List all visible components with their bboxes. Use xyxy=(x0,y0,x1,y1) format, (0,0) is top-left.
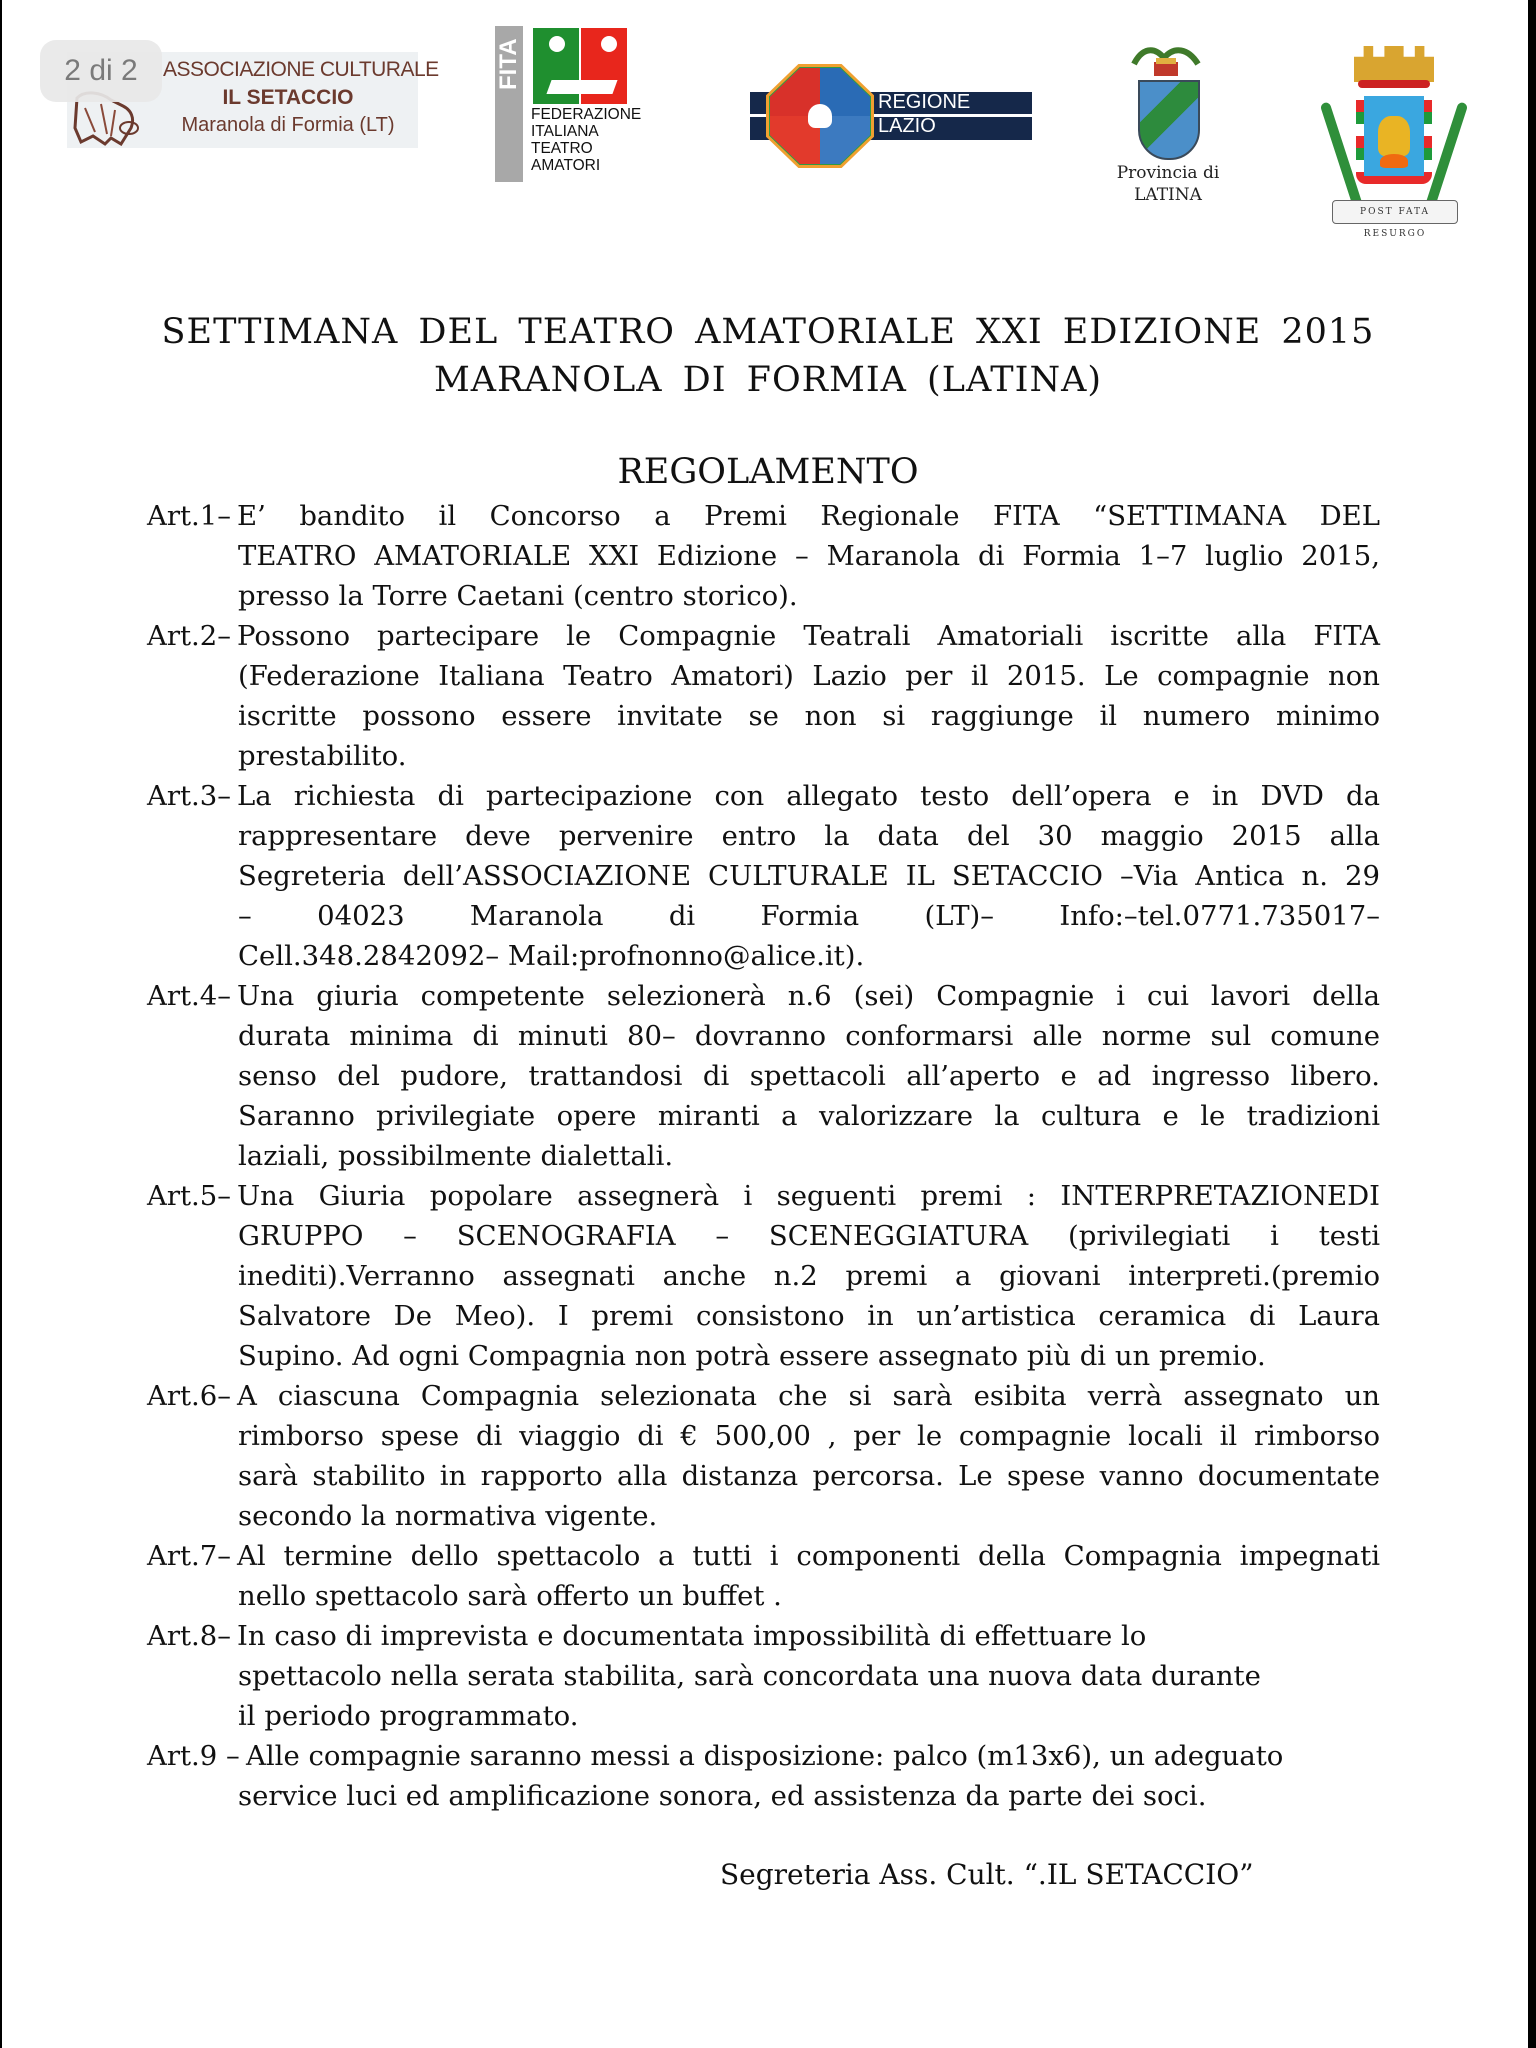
article-number: Art.3– xyxy=(147,780,232,812)
article-number: Art.2– xyxy=(147,620,232,652)
article-5 xyxy=(147,1176,1380,1376)
article-line: prestabilito. xyxy=(238,740,407,772)
article-number: Art.5– xyxy=(147,1180,232,1212)
article-number: Art.6– xyxy=(147,1380,232,1412)
article-line: Possono partecipare le Compagnie Teatrali Amatoriali iscritte alla FITA xyxy=(237,620,1380,652)
logo-fita xyxy=(493,24,663,184)
article-line: spettacolo nella serata stabilita, sarà concordata una nuova data durante xyxy=(238,1660,1261,1692)
article-line: service luci ed amplificazione sonora, ed assistenza da parte dei soci. xyxy=(238,1780,1207,1812)
lazio-line-2: LAZIO xyxy=(878,115,936,137)
fita-mouth-icon xyxy=(546,80,617,94)
article-7 xyxy=(147,1536,1380,1616)
article-number: Art.8– xyxy=(147,1620,232,1652)
article-line: laziali, possibilmente dialettali. xyxy=(238,1140,674,1172)
article-line: GRUPPO – SCENOGRAFIA – SCENEGGIATURA (privilegiati i testi xyxy=(238,1220,1380,1252)
setaccio-line-2: IL SETACCIO xyxy=(222,86,354,109)
article-1 xyxy=(147,496,1380,616)
article-line: inediti).Verranno assegnati anche n.2 premi a giovani interpreti.(premio xyxy=(238,1260,1380,1292)
latina-line-2: LATINA xyxy=(1134,185,1202,205)
page-border-left xyxy=(0,0,2,2048)
article-line: presso la Torre Caetani (centro storico). xyxy=(238,580,798,612)
page-border-right xyxy=(1528,0,1536,2048)
article-8 xyxy=(147,1616,1380,1736)
setaccio-line-3: Maranola di Formia (LT) xyxy=(181,114,395,136)
article-line: TEATRO AMATORIALE XXI Edizione – Maranola di Formia 1–7 luglio 2015, xyxy=(238,540,1380,572)
article-line: Al termine dello spettacolo a tutti i componenti della Compagnia impegnati xyxy=(237,1540,1380,1572)
lazio-line-1: REGIONE xyxy=(878,91,971,113)
article-line: senso del pudore, trattandosi di spettacoli all’aperto e ad ingresso libero. xyxy=(238,1060,1380,1092)
setaccio-line-1: ASSOCIAZIONE CULTURALE xyxy=(163,58,439,81)
article-line: La richiesta di partecipazione con allegato testo dell’opera e in DVD da xyxy=(237,780,1380,812)
article-line: rimborso spese di viaggio di € 500,00 , per le compagnie locali il rimborso xyxy=(238,1420,1380,1452)
signature: Segreteria Ass. Cult. “.IL SETACCIO” xyxy=(720,1858,1254,1891)
article-line: sarà stabilito in rapporto alla distanza percorsa. Le spese vanno documentate xyxy=(238,1460,1380,1492)
article-line: rappresentare deve pervenire entro la data del 30 maggio 2015 alla xyxy=(238,820,1380,852)
article-number: Art.1– xyxy=(147,500,232,532)
phoenix-icon xyxy=(1378,116,1410,156)
fita-line-2: ITALIANA xyxy=(531,123,599,140)
lazio-eagle-icon xyxy=(808,104,832,128)
fita-eye-icon xyxy=(601,36,617,52)
article-line: secondo la normativa vigente. xyxy=(238,1500,658,1532)
fita-line-4: AMATORI xyxy=(531,157,601,174)
article-line: (Federazione Italiana Teatro Amatori) Lazio per il 2015. Le compagnie non xyxy=(238,660,1380,692)
formia-motto-ribbon: POST FATA RESURGO xyxy=(1332,200,1458,224)
fita-line-3: TEATRO xyxy=(531,140,593,157)
article-line: – 04023 Maranola di Formia (LT)– Info:–tel.0771.735017– xyxy=(238,900,1380,932)
article-number: Art.9 – xyxy=(147,1740,240,1772)
article-line: A ciascuna Compagnia selezionata che si sarà esibita verrà assegnato un xyxy=(237,1380,1380,1412)
article-line: In caso di imprevista e documentata impossibilità di effettuare lo xyxy=(237,1620,1147,1652)
article-number: Art.4– xyxy=(147,980,232,1012)
article-line: Una giuria competente selezionerà n.6 (sei) Compagnie i cui lavori della xyxy=(237,980,1380,1012)
fita-line-1: FEDERAZIONE xyxy=(531,106,642,123)
article-line: Saranno privilegiate opere miranti a valorizzare la cultura e le tradizioni xyxy=(238,1100,1380,1132)
article-line: iscritte possono essere invitate se non si raggiunge il numero minimo xyxy=(238,700,1380,732)
mural-crown-icon xyxy=(1354,46,1434,82)
document-title: SETTIMANA DEL TEATRO AMATORIALE XXI EDIZIONE 2015 xyxy=(161,312,1375,352)
section-title: REGOLAMENTO xyxy=(617,452,919,492)
article-line: il periodo programmato. xyxy=(238,1700,579,1732)
article-line: nello spettacolo sarà offerto un buffet . xyxy=(238,1580,782,1612)
logo-stemma-formia xyxy=(1318,40,1470,239)
laurel-crown-icon xyxy=(1130,44,1202,80)
article-3 xyxy=(147,776,1380,976)
document-subtitle: MARANOLA DI FORMIA (LATINA) xyxy=(433,360,1103,400)
article-number: Art.7– xyxy=(147,1540,232,1572)
fita-name xyxy=(531,106,641,174)
article-4 xyxy=(147,976,1380,1176)
fita-side-bar xyxy=(495,26,523,182)
crown-band xyxy=(1358,80,1430,88)
article-9 xyxy=(147,1736,1380,1816)
article-line: Una Giuria popolare assegnerà i seguenti premi : INTERPRETAZIONEDI xyxy=(237,1180,1380,1212)
article-line: Cell.348.2842092– Mail:profnonno@alice.it). xyxy=(238,940,865,972)
article-line: Salvatore De Meo). I premi consistono in un’artistica ceramica di Laura xyxy=(238,1300,1380,1332)
article-line: durata minima di minuti 80– dovranno conformarsi alle norme sul comune xyxy=(238,1020,1380,1052)
regulation-articles xyxy=(147,496,1380,1816)
latina-line-1: Provincia di xyxy=(1116,163,1220,183)
article-line: Segreteria dell’ASSOCIAZIONE CULTURALE IL SETACCIO –Via Antica n. 29 xyxy=(238,860,1380,892)
page-indicator: 2 di 2 xyxy=(40,40,162,102)
article-6 xyxy=(147,1376,1380,1536)
article-line: Supino. Ad ogni Compagnia non potrà essere assegnato più di un premio. xyxy=(238,1340,1266,1372)
fire-icon xyxy=(1380,154,1408,168)
latina-caption xyxy=(1108,162,1228,206)
fita-side-label: FITA xyxy=(495,38,522,90)
logo-provincia-latina xyxy=(1108,40,1228,210)
latina-shield-icon xyxy=(1138,80,1200,160)
lazio-name xyxy=(878,90,970,138)
article-line: E’ bandito il Concorso a Premi Regionale FITA “SETTIMANA DEL xyxy=(237,500,1380,532)
article-2 xyxy=(147,616,1380,776)
fita-eye-icon xyxy=(549,36,565,52)
article-line: Alle compagnie saranno messi a disposizione: palco (m13x6), un adeguato xyxy=(246,1740,1284,1772)
logo-regione-lazio xyxy=(750,68,1032,164)
